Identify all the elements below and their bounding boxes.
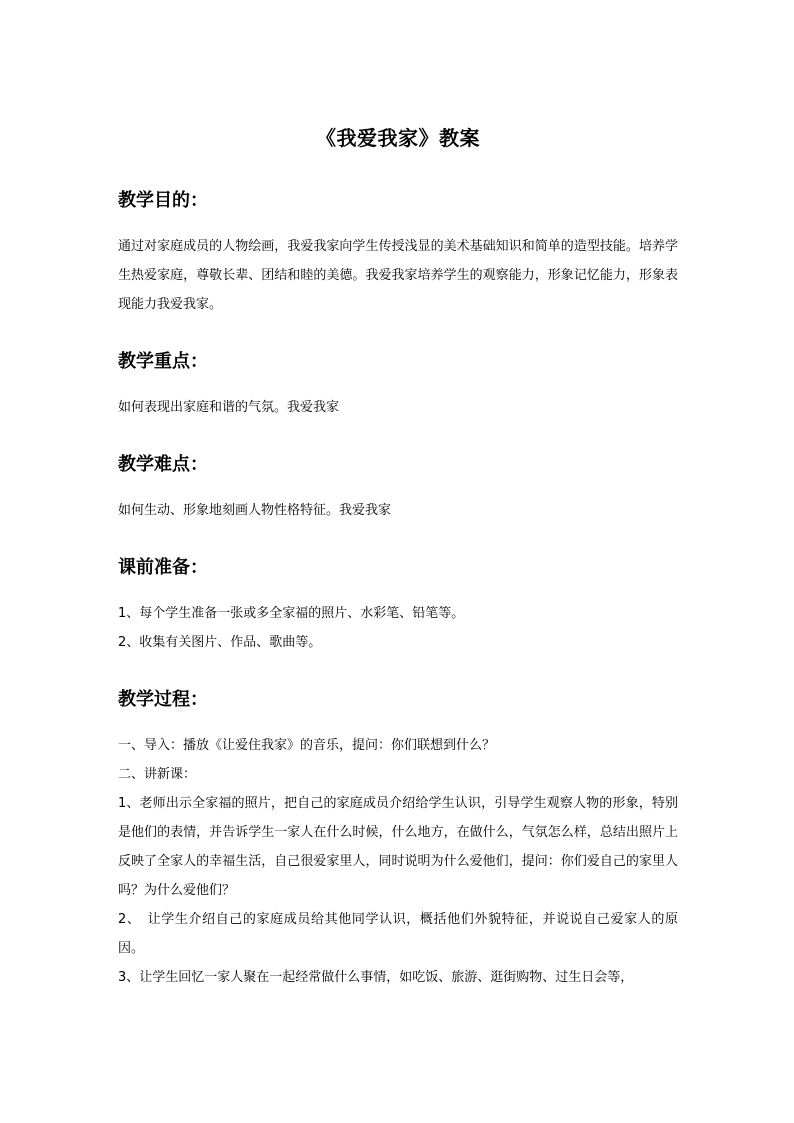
section-key-points bbox=[118, 347, 678, 422]
process-line: 2、 让学生介绍自己的家庭成员给其他同学认识，概括他们外貌特征，并说说自己爱家人的原因。 bbox=[118, 912, 678, 956]
key-points-text: 如何表现出家庭和谐的气氛。我爱我家 bbox=[118, 400, 340, 415]
process-line: 3、让学生回忆一家人聚在一起经常做什么事情，如吃饭、旅游、逛街购物、过生日会等， bbox=[118, 970, 634, 985]
document-title: 《我爱我家》教案 bbox=[316, 126, 480, 150]
process-line: 1、老师出示全家福的照片，把自己的家庭成员介绍给学生认识，引导学生观察人物的形象，特别是他们的表情，并告诉学生一家人在什么时候，什么地方，在做什么，气氛怎么样，总结出照片上反映了全家人的幸福生活，自己很爱家里人，同时说明为什么爱他们，提问：你们爱自己的家里人吗？为什么爱他们？ bbox=[118, 796, 678, 898]
section-heading-objectives: 教学目的： bbox=[118, 190, 208, 211]
section-preparation bbox=[118, 553, 678, 657]
section-heading-difficulties: 教学难点： bbox=[118, 454, 208, 475]
preparation-item: 2、收集有关图片、作品、歌曲等。 bbox=[118, 635, 322, 650]
section-process bbox=[118, 685, 678, 992]
section-difficulties bbox=[118, 450, 678, 525]
section-heading-key-points: 教学重点： bbox=[118, 351, 208, 372]
difficulties-text: 如何生动、形象地刻画人物性格特征。我爱我家 bbox=[118, 503, 392, 518]
section-objectives bbox=[118, 186, 678, 319]
process-line: 一、导入：播放《让爱住我家》的音乐，提问：你们联想到什么？ bbox=[118, 738, 496, 753]
section-heading-process: 教学过程： bbox=[118, 689, 208, 710]
process-line: 二、讲新课： bbox=[118, 767, 197, 782]
objectives-text: 通过对家庭成员的人物绘画，我爱我家向学生传授浅显的美术基础知识和简单的造型技能。培养学生热爱家庭，尊敬长辈、团结和睦的美德。我爱我家培养学生的观察能力，形象记忆能力，形象表现能力我爱我家。 bbox=[118, 239, 678, 312]
preparation-item: 1、每个学生准备一张或多全家福的照片、水彩笔、铅笔等。 bbox=[118, 606, 465, 621]
section-heading-preparation: 课前准备： bbox=[118, 557, 208, 578]
document-page bbox=[118, 120, 678, 1020]
